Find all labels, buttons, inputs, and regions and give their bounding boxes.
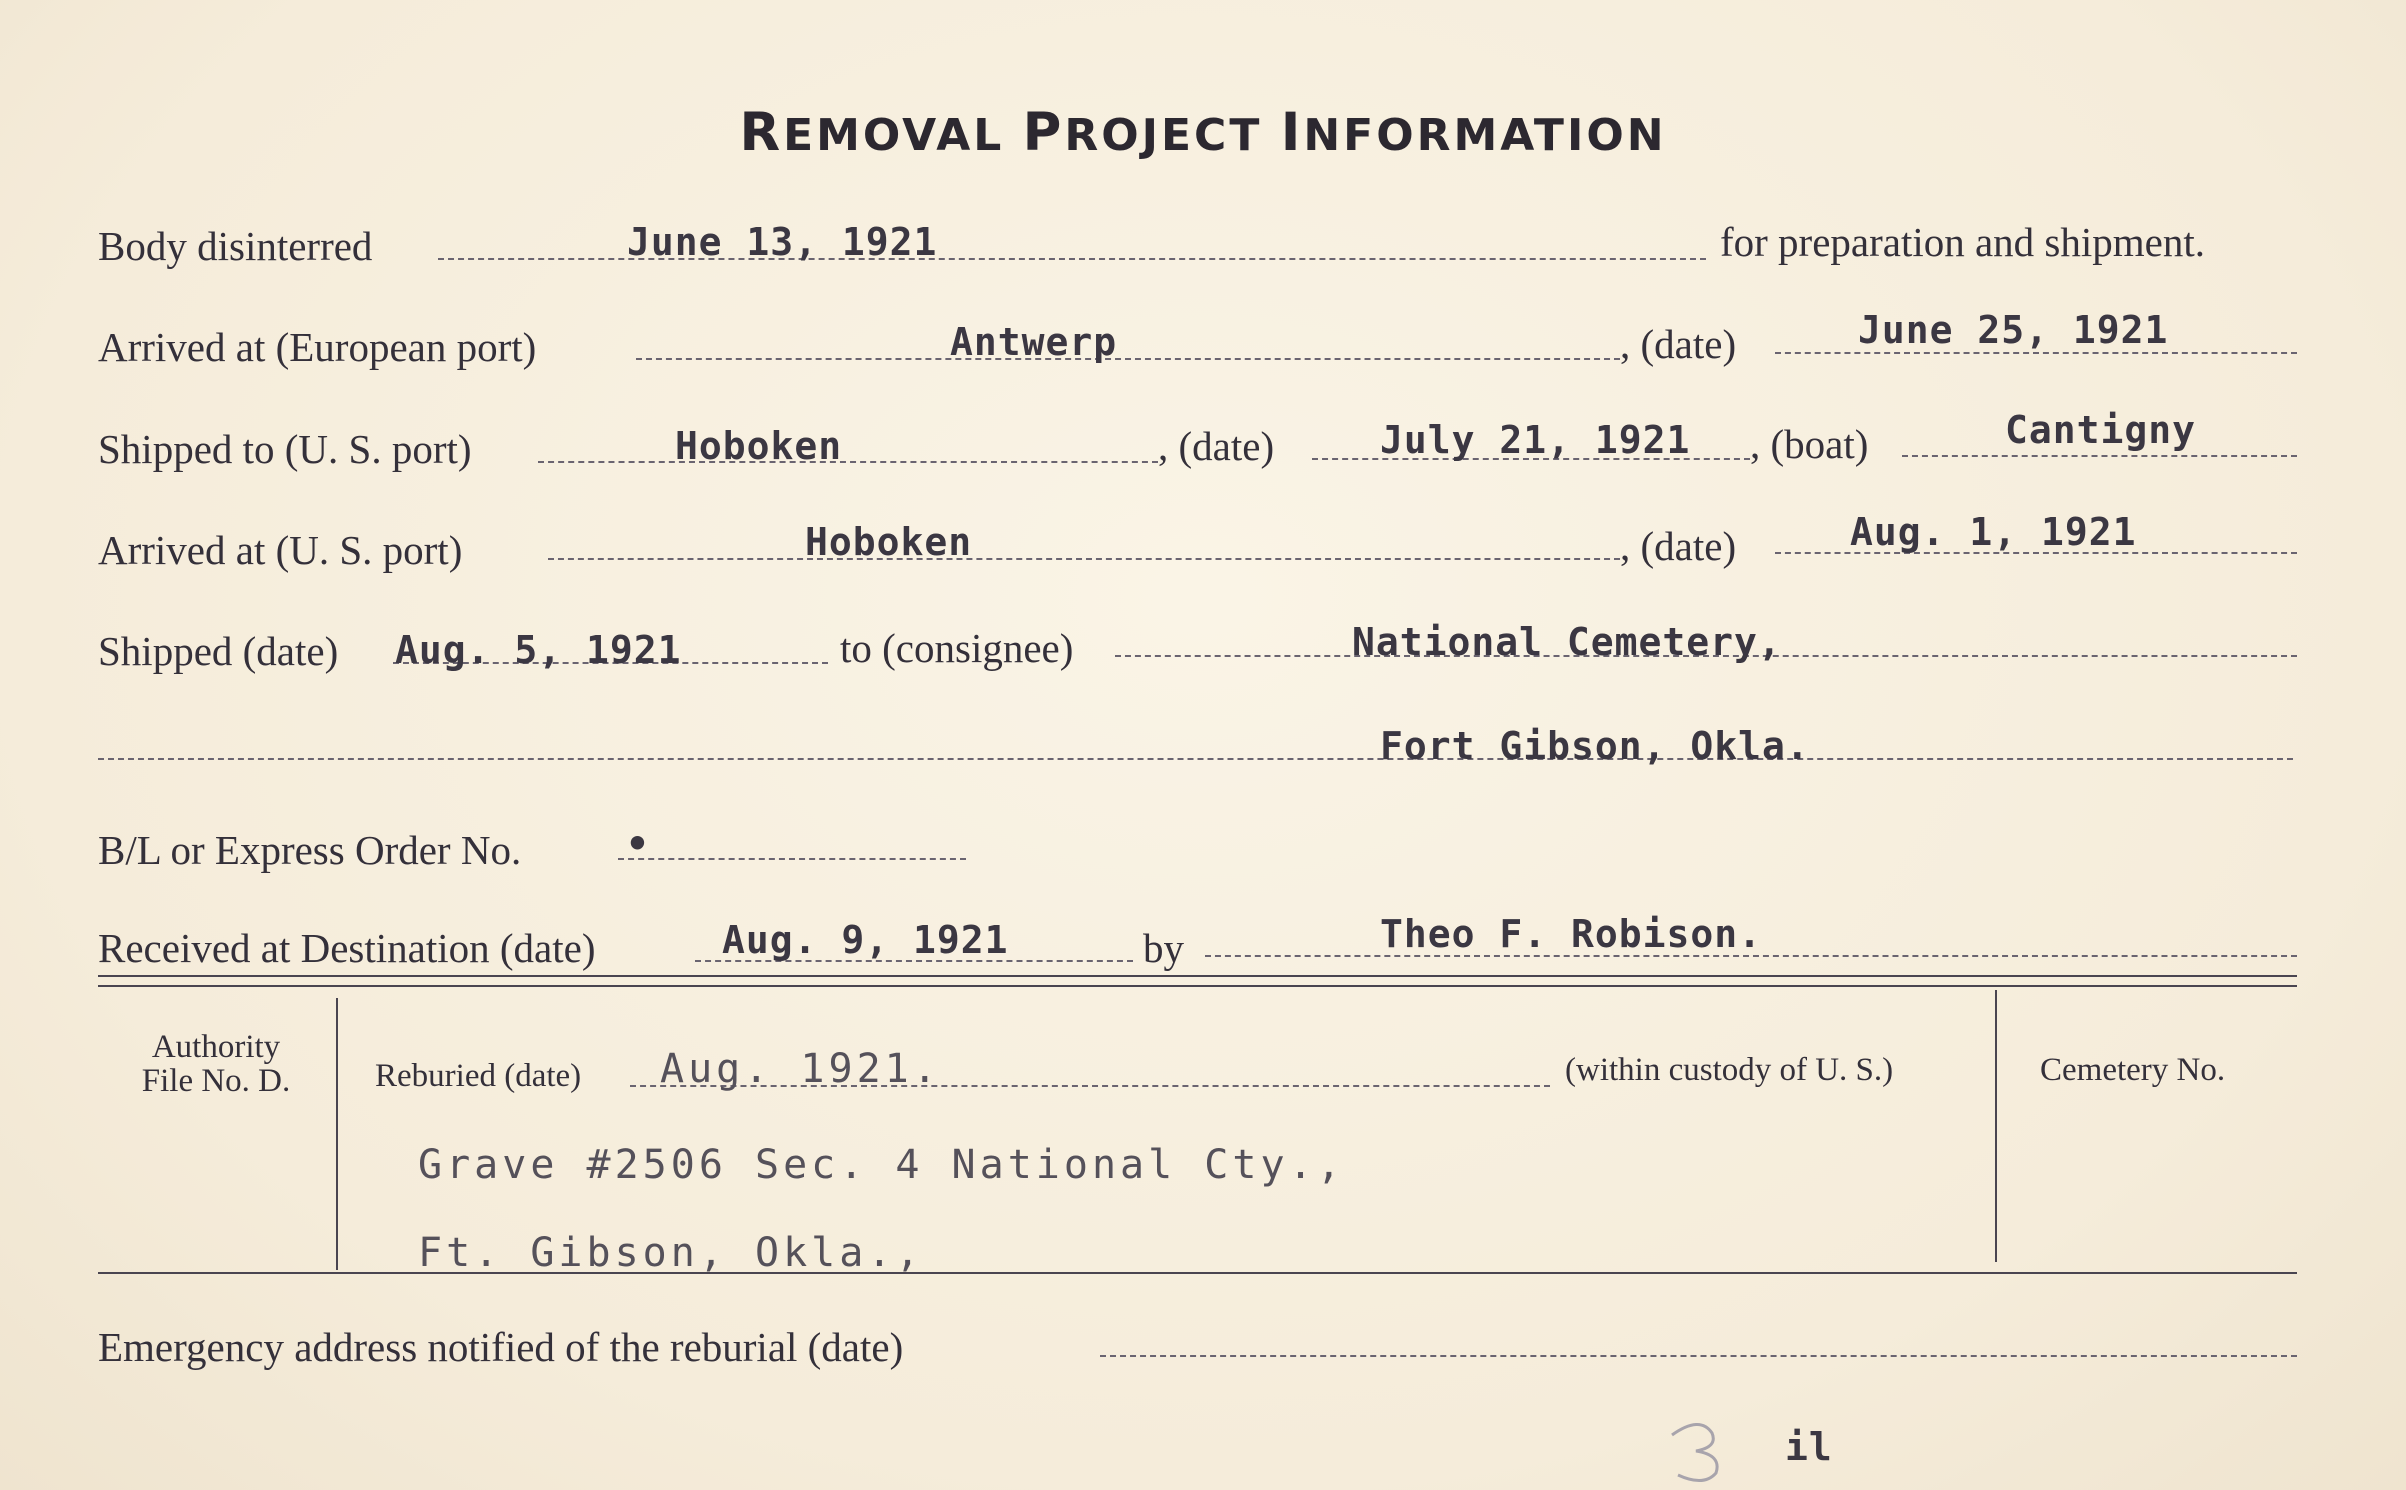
bl-value: •: [626, 822, 650, 866]
disinterred-label: Body disinterred: [98, 223, 373, 269]
footer-mark: il: [1785, 1425, 1833, 1469]
divider-top-2: [98, 985, 2297, 987]
consignee-label: to (consignee): [840, 625, 1074, 671]
arrived-us-value: Hoboken: [805, 520, 973, 564]
emergency-label: Emergency address notified of the reburial (date): [98, 1324, 904, 1370]
european-date-value: June 25, 1921: [1858, 308, 2169, 352]
emergency-line: [1100, 1355, 2297, 1357]
european-port-label: Arrived at (European port): [98, 324, 537, 370]
shipped-us-label: Shipped to (U. S. port): [98, 426, 472, 472]
arrived-us-label: Arrived at (U. S. port): [98, 527, 463, 573]
grave-line1: Grave #2506 Sec. 4 National Cty.,: [418, 1142, 1345, 1188]
grave-line2: Ft. Gibson, Okla.,: [418, 1230, 924, 1276]
arrived-us-line: [548, 558, 1620, 560]
received-by-label: by: [1143, 925, 1184, 971]
received-date-value: Aug. 9, 1921: [722, 918, 1009, 962]
shipped-us-value: Hoboken: [675, 424, 843, 468]
disinterred-suffix: for preparation and shipment.: [1720, 219, 2206, 265]
reburied-label: Reburied (date): [375, 1058, 582, 1094]
shipped-us-date-value: July 21, 1921: [1380, 418, 1691, 462]
authority-file: Authority File No. D.: [141, 1029, 291, 1099]
boat-line: [1902, 455, 2297, 457]
consignee-line-2: [98, 758, 2293, 760]
consignee-line2: Fort Gibson, Okla.: [1380, 724, 1810, 768]
bl-label: B/L or Express Order No.: [98, 827, 522, 873]
bl-line: [618, 858, 966, 860]
arrived-us-date-label: , (date): [1620, 523, 1737, 569]
received-by-value: Theo F. Robison.: [1380, 912, 1763, 956]
shipped-date-label: Shipped (date): [98, 628, 339, 674]
handwritten-mark-icon: [1660, 1415, 1740, 1485]
european-port-line: [636, 358, 1620, 360]
page-title: REMOVAL PROJECT INFORMATION: [739, 102, 1667, 163]
boat-label: , (boat): [1750, 421, 1869, 467]
boat-value: Cantigny: [2005, 408, 2197, 452]
cemetery-no-label: Cemetery No.: [2040, 1052, 2226, 1088]
shipped-us-line: [538, 461, 1158, 463]
consignee-line1: National Cemetery,: [1352, 620, 1782, 664]
arrived-us-date-value: Aug. 1, 1921: [1850, 510, 2137, 554]
divider-top: [98, 975, 2297, 977]
european-port-value: Antwerp: [950, 320, 1118, 364]
disinterred-date: June 13, 1921: [627, 220, 938, 264]
reburied-suffix: (within custody of U. S.): [1565, 1052, 1894, 1088]
european-date-line: [1775, 352, 2297, 354]
european-date-label: , (date): [1620, 321, 1737, 367]
shipped-us-date-label: , (date): [1158, 423, 1275, 469]
reburied-date: Aug. 1921.: [660, 1046, 941, 1092]
divider-right: [1995, 990, 1997, 1262]
shipped-date-value: Aug. 5, 1921: [395, 628, 682, 672]
received-label: Received at Destination (date): [98, 925, 596, 971]
divider-left: [336, 998, 338, 1270]
